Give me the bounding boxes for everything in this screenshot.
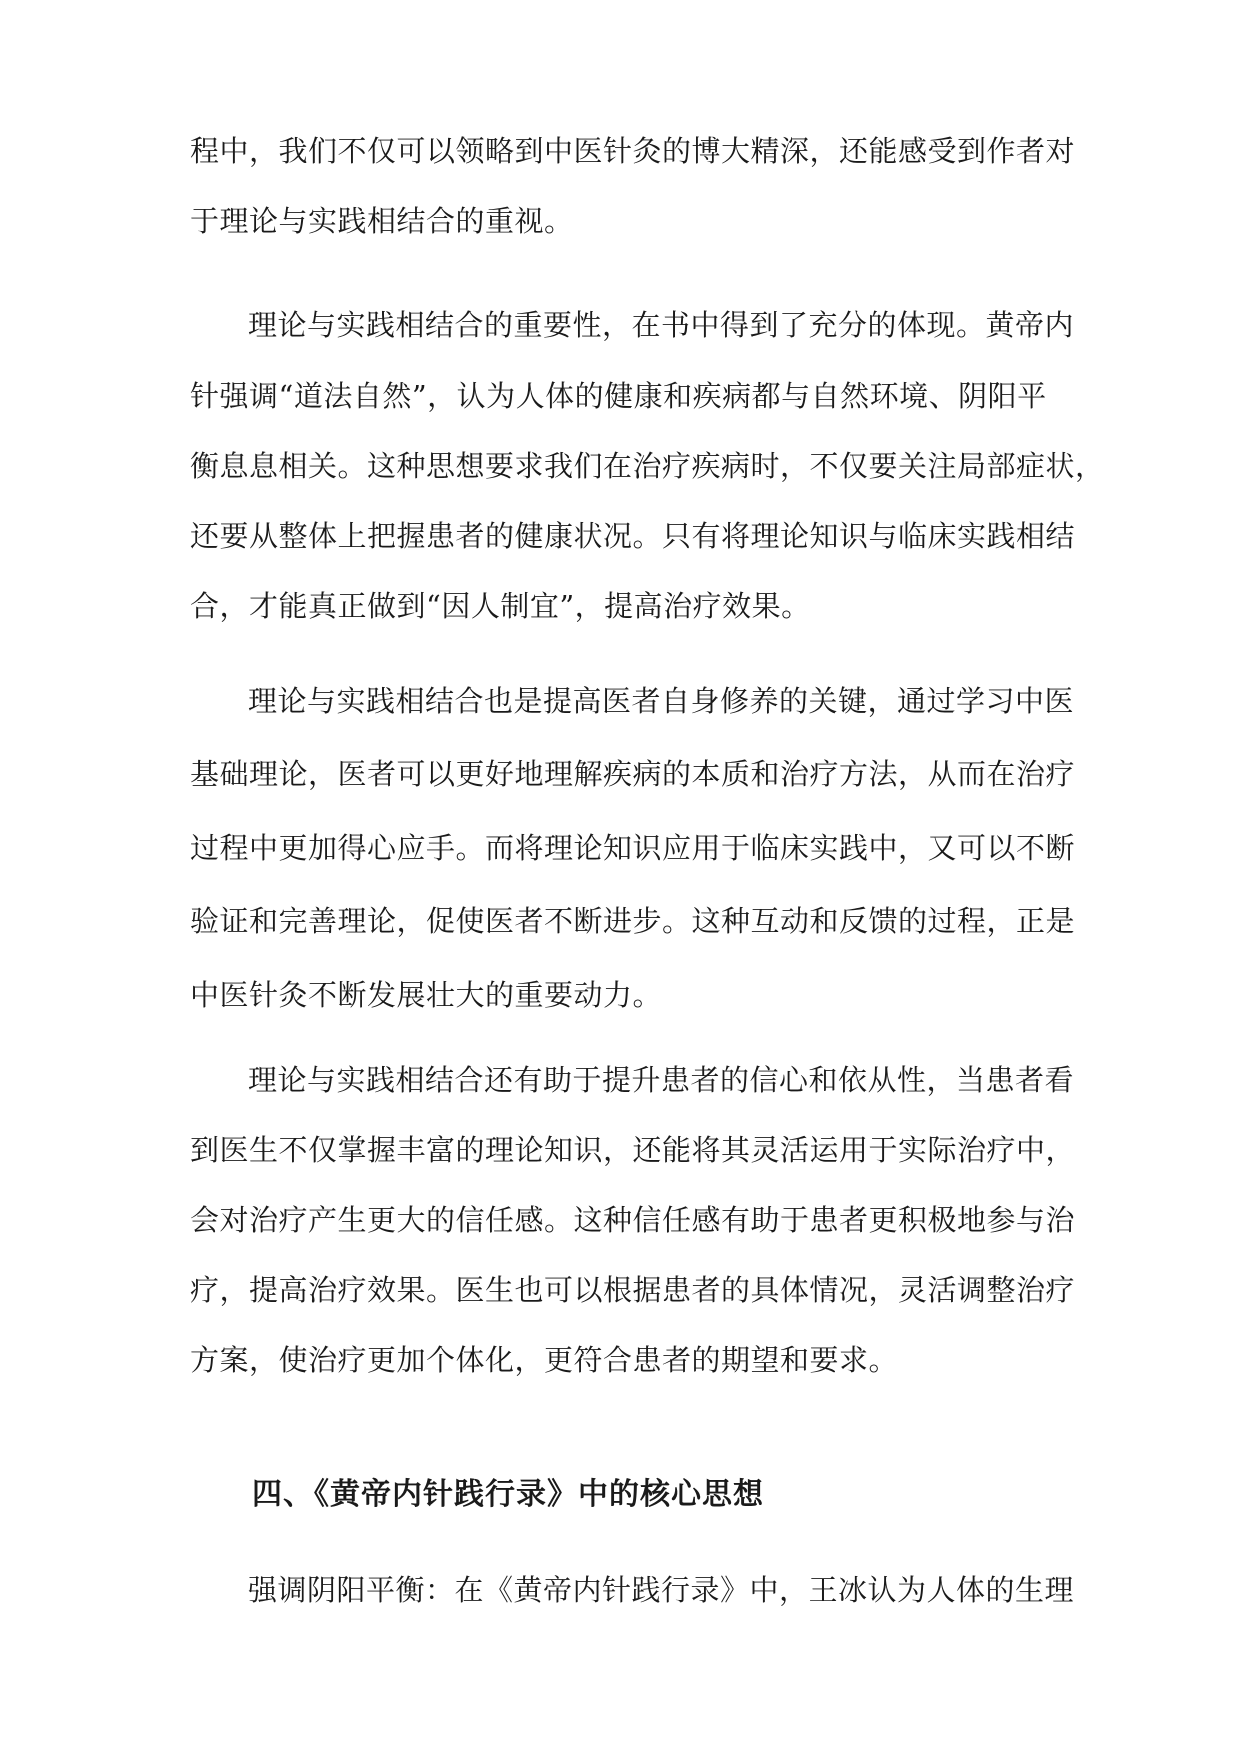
body-line: 合，才能真正做到“因人制宜”，提高治疗效果。 <box>190 589 811 623</box>
body-line: 衡息息相关。这种思想要求我们在治疗疾病时，不仅要关注局部症状， <box>190 449 1105 483</box>
body-line: 针强调“道法自然”，认为人体的健康和疾病都与自然环境、阴阳平 <box>190 379 1047 413</box>
paragraph-start-line: 理论与实践相结合还有助于提升患者的信心和依从性，当患者看 <box>248 1063 1075 1097</box>
body-line: 基础理论，医者可以更好地理解疾病的本质和治疗方法，从而在治疗 <box>190 757 1076 791</box>
body-line: 方案，使治疗更加个体化，更符合患者的期望和要求。 <box>190 1343 899 1377</box>
paragraph-start-line: 强调阴阳平衡：在《黄帝内针践行录》中，王冰认为人体的生理 <box>248 1573 1075 1607</box>
body-line: 还要从整体上把握患者的健康状况。只有将理论知识与临床实践相结 <box>190 519 1076 553</box>
body-line: 过程中更加得心应手。而将理论知识应用于临床实践中，又可以不断 <box>190 831 1076 865</box>
section-heading: 四、《黄帝内针践行录》中的核心思想 <box>252 1477 764 1512</box>
paragraph-start-line: 理论与实践相结合的重要性，在书中得到了充分的体现。黄帝内 <box>248 308 1075 342</box>
body-line: 于理论与实践相结合的重视。 <box>190 204 574 238</box>
body-line: 验证和完善理论，促使医者不断进步。这种互动和反馈的过程，正是 <box>190 904 1076 938</box>
body-line: 中医针灸不断发展壮大的重要动力。 <box>190 978 663 1012</box>
body-line: 到医生不仅掌握丰富的理论知识，还能将其灵活运用于实际治疗中， <box>190 1133 1076 1167</box>
paragraph-start-line: 理论与实践相结合也是提高医者自身修养的关键，通过学习中医 <box>248 684 1075 718</box>
body-line: 疗，提高治疗效果。医生也可以根据患者的具体情况，灵活调整治疗 <box>190 1273 1076 1307</box>
body-line: 程中，我们不仅可以领略到中医针灸的博大精深，还能感受到作者对 <box>190 134 1076 168</box>
body-line: 会对治疗产生更大的信任感。这种信任感有助于患者更积极地参与治 <box>190 1203 1076 1237</box>
